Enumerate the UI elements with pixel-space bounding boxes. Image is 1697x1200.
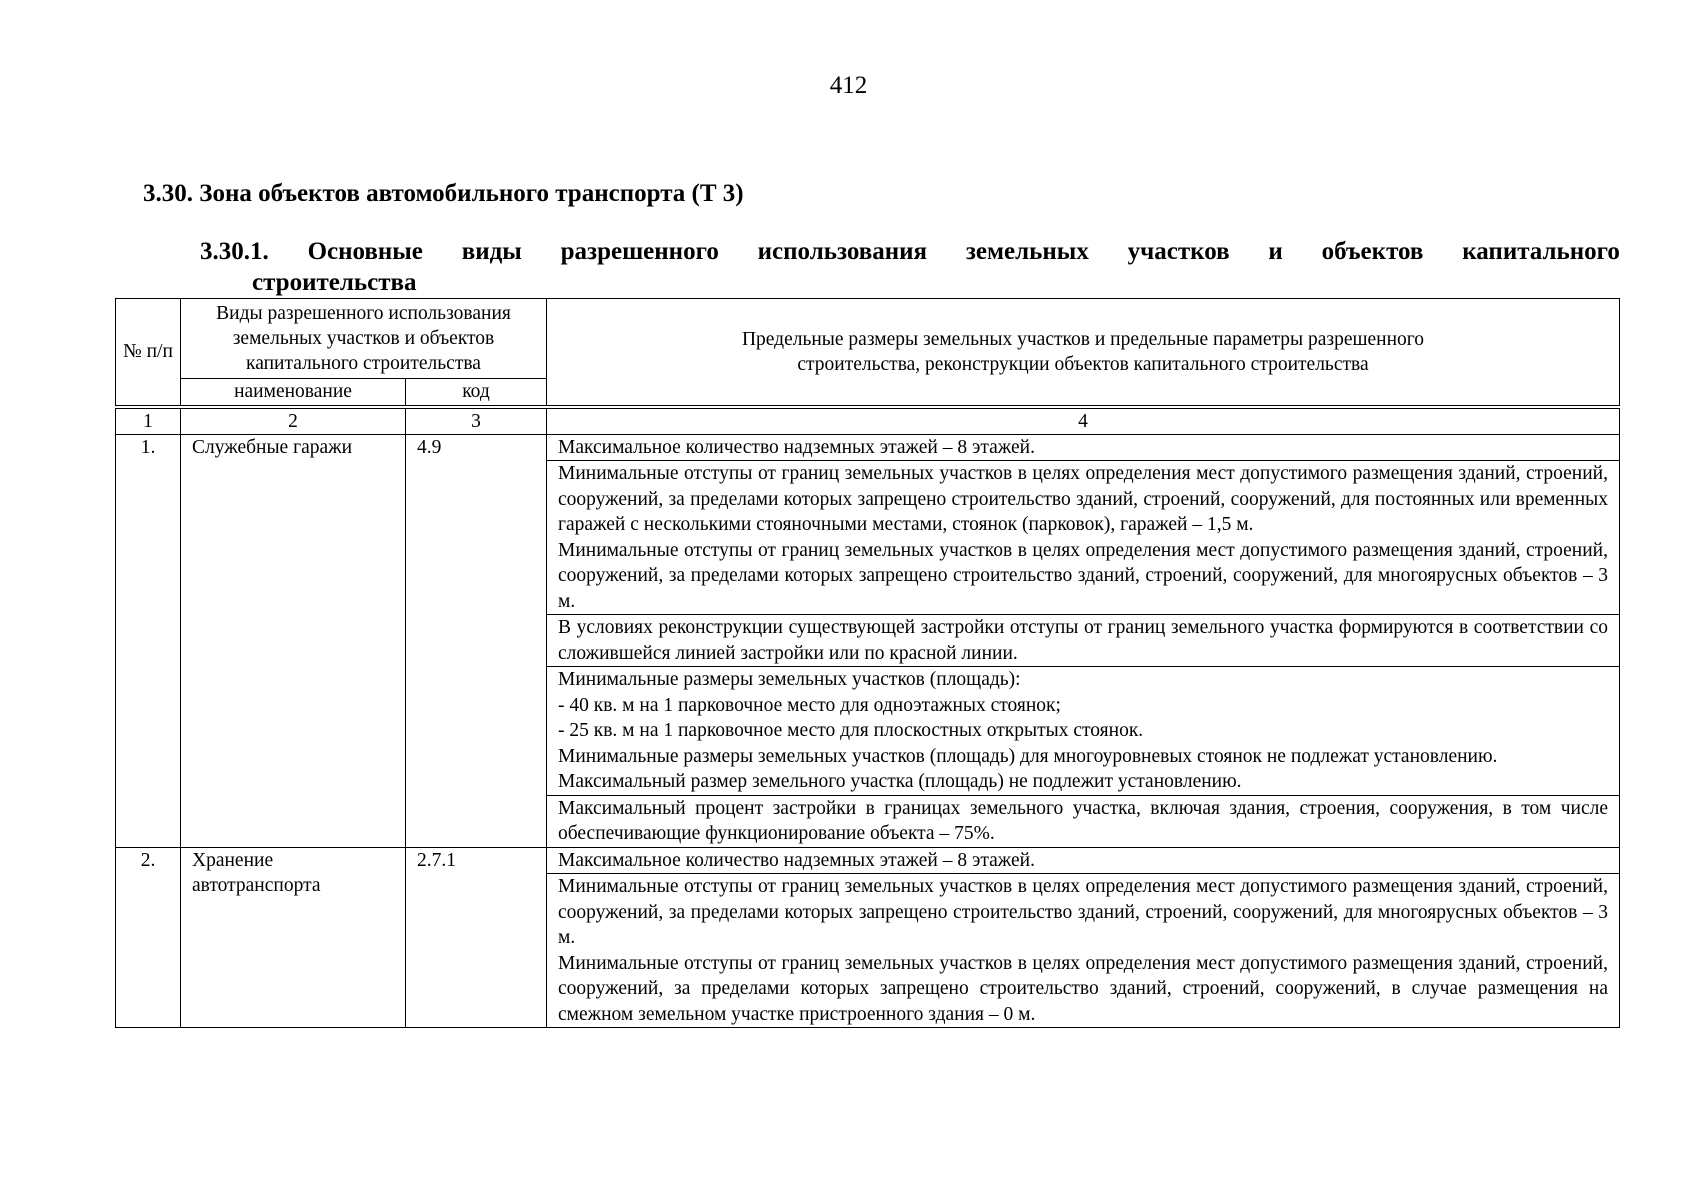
use-code: 4.9 bbox=[406, 434, 547, 847]
subsection-number: 3.30.1. bbox=[200, 238, 269, 265]
section-title: 3.30. Зона объектов автомобильного транспорта (Т 3) bbox=[143, 180, 744, 207]
parameter-text: Минимальные отступы от границ земельных участков в целях определения мест допустимого размещения зданий, строений, сооружений, за пределами которых запрещено строительство зданий, строений, сооружений, для постоянных или временных гаражей с несколькими стояночными местами, стоянок (парковок), гаражей – 1,5 м. bbox=[558, 463, 1608, 535]
parameter-text: Минимальные отступы от границ земельных участков в целях определения мест допустимого размещения зданий, строений, сооружений, за пределами которых запрещено строительство зданий, строений, сооружений, в случае размещения на смежном земельном участке пристроенного здания – 0 м. bbox=[558, 952, 1608, 1025]
subsection-title-word: земельных bbox=[965, 238, 1089, 265]
parameter-cell bbox=[547, 874, 1620, 1028]
parameter-text: Максимальный размер земельного участка (площадь) не подлежит установлению. bbox=[558, 771, 1242, 792]
subsection-title-word: Основные bbox=[307, 238, 423, 265]
parameter-cell bbox=[547, 615, 1620, 667]
subsection-title-line1 bbox=[200, 236, 1620, 267]
column-number: 1 bbox=[116, 407, 181, 435]
table-row bbox=[116, 434, 1620, 461]
parameter-cell bbox=[547, 461, 1620, 615]
header-num: № п/п bbox=[116, 299, 181, 407]
subsection-title-word: использования bbox=[757, 238, 928, 265]
parameter-text: Максимальное количество надземных этажей – 8 этажей. bbox=[558, 436, 1035, 458]
use-name: Служебные гаражи bbox=[181, 434, 406, 847]
parameter-text: Максимальный процент застройки в границах земельного участка, включая здания, строения, сооружения, в том числе обеспечивающие функционирование объекта – 75%. bbox=[558, 797, 1608, 844]
parameter-text: В условиях реконструкции существующей застройки отступы от границ земельного участка формируются в соответствии со сложившейся линией застройки или по красной линии. bbox=[558, 617, 1608, 664]
parameter-text: Максимальное количество надземных этажей – 8 этажей. bbox=[558, 849, 1035, 871]
parameter-text: Минимальные отступы от границ земельных участков в целях определения мест допустимого размещения зданий, строений, сооружений, за пределами которых запрещено строительство зданий, строений, сооружений, для многоярусных объектов – 3 м. bbox=[558, 539, 1608, 612]
parameter-cell bbox=[547, 847, 1620, 874]
subsection-title-word: виды bbox=[461, 238, 522, 265]
header-params: Предельные размеры земельных участков и предельные параметры разрешенного строительства, реконструкции объектов капитального строительства bbox=[547, 299, 1620, 407]
subsection-title bbox=[200, 236, 1620, 298]
parameter-cell bbox=[547, 667, 1620, 796]
parameter-text: Минимальные отступы от границ земельных участков в целях определения мест допустимого размещения зданий, строений, сооружений, за пределами которых запрещено строительство зданий, строений, сооружений, для многоярусных объектов – 3 м. bbox=[558, 876, 1608, 948]
column-number: 2 bbox=[181, 407, 406, 435]
row-number: 1. bbox=[116, 434, 181, 847]
subsection-title-word: разрешенного bbox=[560, 238, 719, 265]
page-number: 412 bbox=[829, 72, 868, 99]
row-number: 2. bbox=[116, 847, 181, 1028]
parameter-text: Минимальные размеры земельных участков (площадь): bbox=[558, 669, 1021, 690]
table-row bbox=[116, 847, 1620, 874]
subsection-title-word: объектов bbox=[1321, 238, 1424, 265]
column-number: 3 bbox=[406, 407, 547, 435]
column-number: 4 bbox=[547, 407, 1620, 435]
parameter-cell bbox=[547, 795, 1620, 847]
use-name: Хранение автотранспорта bbox=[181, 847, 406, 1028]
subsection-title-word: участков bbox=[1127, 238, 1230, 265]
parameter-text: - 25 кв. м на 1 парковочное место для плоскостных открытых стоянок. bbox=[558, 720, 1144, 741]
subsection-title-word: капитального bbox=[1462, 238, 1620, 265]
subsection-title-line2: строительства bbox=[252, 269, 417, 296]
parameter-text: Минимальные размеры земельных участков (площадь) для многоуровневых стоянок не подлежат установлению. bbox=[558, 745, 1498, 767]
parameter-cell bbox=[547, 434, 1620, 461]
table-header-row bbox=[116, 299, 1620, 379]
column-numbering-row bbox=[116, 407, 1620, 435]
regulations-table bbox=[115, 298, 1620, 1028]
header-code: код bbox=[406, 379, 547, 407]
use-code: 2.7.1 bbox=[406, 847, 547, 1028]
parameter-text: - 40 кв. м на 1 парковочное место для одноэтажных стоянок; bbox=[558, 694, 1061, 716]
header-name: наименование bbox=[181, 379, 406, 407]
subsection-title-word: и bbox=[1268, 238, 1283, 265]
header-kinds: Виды разрешенного использования земельных участков и объектов капитального строительства bbox=[181, 299, 547, 379]
